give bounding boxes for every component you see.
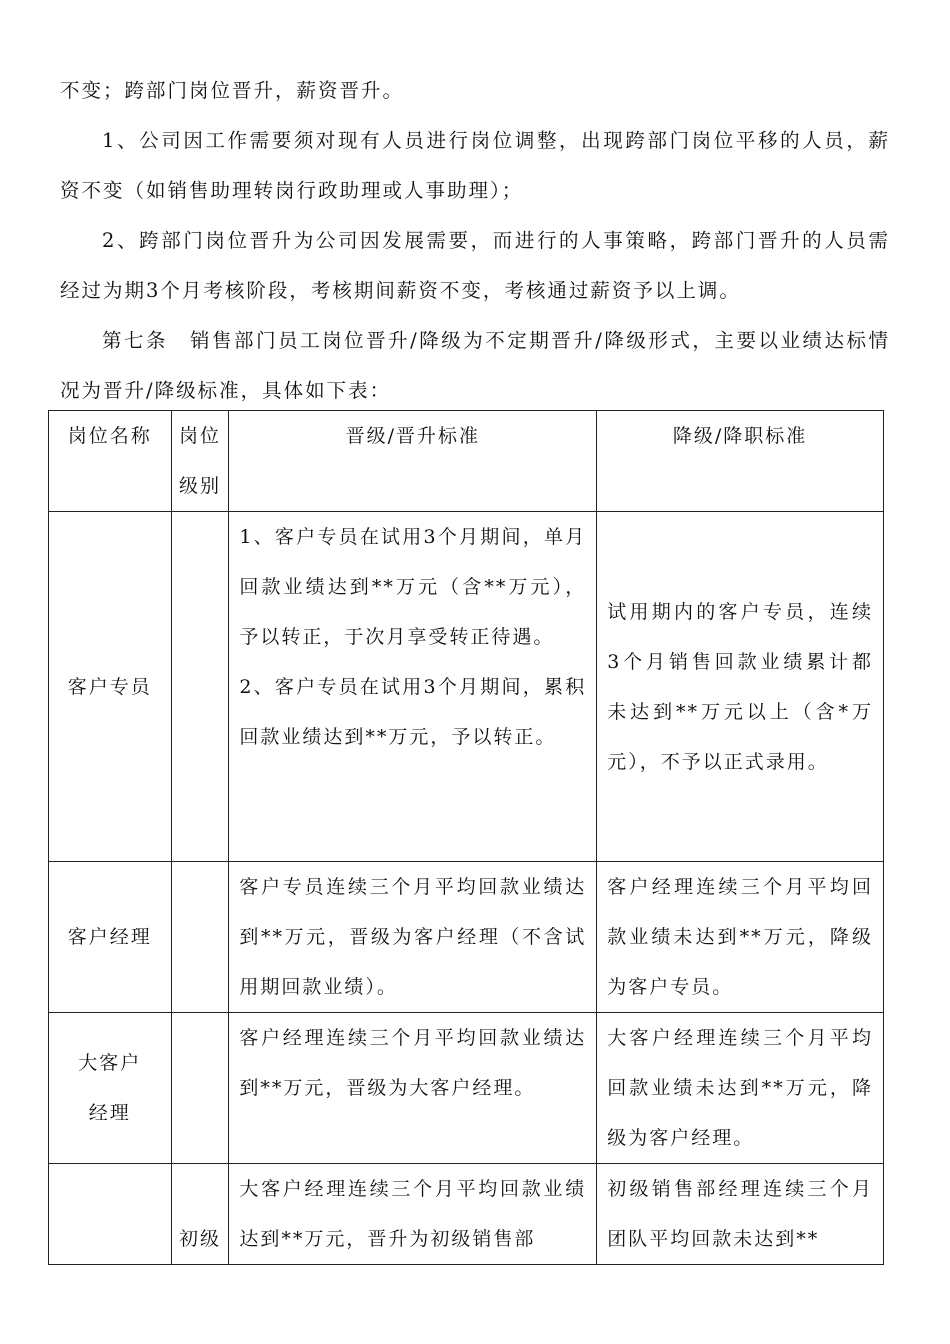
promotion-standard-cell [229,512,597,862]
table-header-row [49,411,884,512]
position-level-cell [171,862,229,1013]
demotion-standard-cell: 试用期内的客户专员，连续3个月销售回款业绩累计都未达到**万元以上（含*万元），不予以正式录用。 [597,512,884,862]
demotion-standard-cell: 大客户经理连续三个月平均回款业绩未达到**万元，降级为客户经理。 [597,1013,884,1164]
grade-standards-table [48,410,884,1265]
position-level-cell [171,1013,229,1164]
position-name-cell: 大客户经理 [49,1013,172,1164]
paragraph-item-1: 1、公司因工作需要须对现有人员进行岗位调整，出现跨部门岗位平移的人员，薪资不变（如销售助理转岗行政助理或人事助理）； [60,129,890,202]
position-name-cell: 客户专员 [49,512,172,862]
promotion-clause-1: 1、客户专员在试用3个月期间，单月回款业绩达到**万元（含**万元），予以转正，于次月享受转正待遇。 [239,526,587,648]
paragraph-article-7: 第七条 销售部门员工岗位晋升/降级为不定期晋升/降级形式，主要以业绩达标情况为晋升/降级标准，具体如下表： [60,329,890,402]
position-name-cell [49,1164,172,1265]
table-row [49,512,884,862]
promotion-standard-cell: 大客户经理连续三个月平均回款业绩达到**万元，晋升为初级销售部 [229,1164,597,1265]
promotion-standard-cell: 客户专员连续三个月平均回款业绩达到**万元，晋级为客户经理（不含试用期回款业绩）。 [229,862,597,1013]
position-level-cell: 初级 [171,1164,229,1265]
header-position-level: 岗位级别 [171,411,229,512]
position-name-cell: 客户经理 [49,862,172,1013]
header-promotion-standard: 晋级/晋升标准 [229,411,597,512]
table-row [49,1164,884,1265]
header-position-name: 岗位名称 [49,411,172,512]
table-row [49,1013,884,1164]
promotion-clause-2: 2、客户专员在试用3个月期间，累积回款业绩达到**万元，予以转正。 [239,676,587,748]
header-demotion-standard: 降级/降职标准 [597,411,884,512]
table-row [49,862,884,1013]
paragraph-continuation: 不变；跨部门岗位晋升，薪资晋升。 [60,79,405,102]
demotion-standard-cell: 初级销售部经理连续三个月团队平均回款未达到** [597,1164,884,1265]
paragraph-item-2: 2、跨部门岗位晋升为公司因发展需要，而进行的人事策略，跨部门晋升的人员需经过为期3个月考核阶段，考核期间薪资不变，考核通过薪资予以上调。 [60,229,890,302]
promotion-standard-cell: 客户经理连续三个月平均回款业绩达到**万元，晋级为大客户经理。 [229,1013,597,1164]
position-level-cell [171,512,229,862]
demotion-standard-cell: 客户经理连续三个月平均回款业绩未达到**万元，降级为客户专员。 [597,862,884,1013]
